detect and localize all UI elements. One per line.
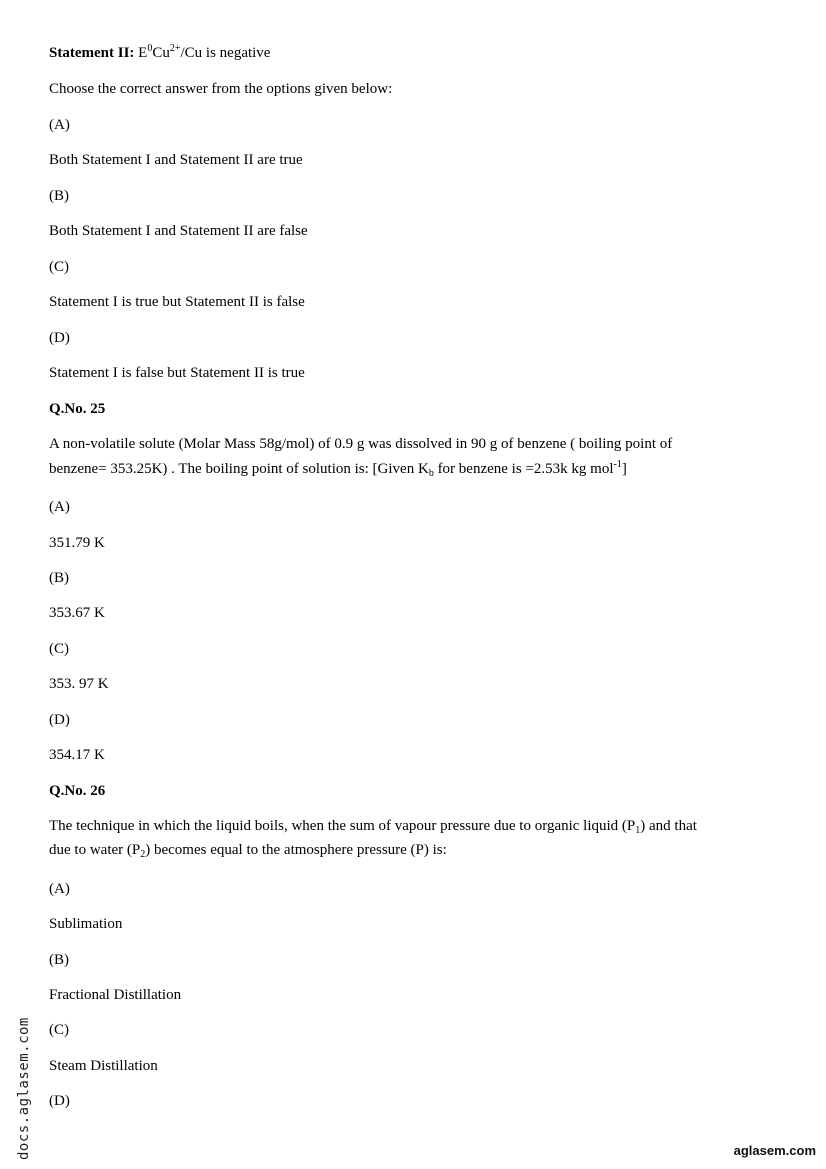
q26-line-1-part-b: ) and that [640,818,697,834]
q25-question-line-2 [49,460,627,478]
p2-subscript: 2 [140,849,146,860]
q26-question-line-2 [49,841,447,859]
q26-question-line-1 [49,817,697,835]
q24-option-c-letter: (C) [49,259,69,275]
q25-question-line-1: A non-volatile solute (Molar Mass 58g/mol) of 0.9 g was dissolved in 90 g of benzene ( boiling point of [49,436,673,452]
electrode-potential-symbol: E [138,45,148,61]
copper-symbol: Cu [152,45,170,61]
brand-watermark: aglasem.com [733,1143,816,1158]
q26-option-c-letter: (C) [49,1022,69,1038]
side-watermark: docs.aglasem.com [16,1017,32,1160]
q25-heading: Q.No. 25 [49,401,106,417]
q26-line-1-part-a: The technique in which the liquid boils, when the sum of vapour pressure due to organic liquid (P [49,818,636,834]
q24-option-c-text: Statement I is true but Statement II is false [49,294,305,310]
q25-line-2-part-b: for benzene is =2.53k kg mol [433,461,614,477]
q24-option-d-letter: (D) [49,330,70,346]
q26-option-d-letter: (D) [49,1093,70,1109]
q26-option-c-text: Steam Distillation [49,1058,158,1074]
q25-line-2-part-c: ] [621,461,627,477]
q24-option-a-text: Both Statement I and Statement II are true [49,152,303,168]
mol-exponent: -1 [613,459,622,470]
q24-option-b-letter: (B) [49,188,69,204]
q25-option-d-text: 354.17 K [49,747,105,763]
q25-option-c-text: 353. 97 K [49,676,109,692]
p1-subscript: 1 [635,825,641,836]
q26-option-a-letter: (A) [49,881,70,897]
q26-option-b-letter: (B) [49,952,69,968]
q24-option-a-letter: (A) [49,117,70,133]
q26-line-2-part-a: due to water (P [49,842,141,858]
q26-line-2-part-b: ) becomes equal to the atmosphere pressure (P) is: [145,842,447,858]
q24-option-b-text: Both Statement I and Statement II are false [49,223,308,239]
copper-charge: 2+ [169,43,181,54]
q26-option-a-text: Sublimation [49,916,123,932]
statement-2-text: /Cu is negative [180,45,271,61]
q24-option-d-text: Statement I is false but Statement II is true [49,365,305,381]
q25-option-a-letter: (A) [49,499,70,515]
q26-heading: Q.No. 26 [49,783,106,799]
q25-option-c-letter: (C) [49,641,69,657]
q25-option-b-text: 353.67 K [49,605,105,621]
standard-state-superscript: 0 [147,43,153,54]
q26-option-b-text: Fractional Distillation [49,987,182,1003]
statement-2 [49,44,270,62]
q25-option-d-letter: (D) [49,712,70,728]
instruction-text: Choose the correct answer from the options given below: [49,81,393,97]
q25-option-b-letter: (B) [49,570,69,586]
q25-line-2-part-a: benzene= 353.25K) . The boiling point of solution is: [Given K [49,461,429,477]
q25-option-a-text: 351.79 K [49,535,105,551]
kb-subscript: b [428,468,434,479]
statement-2-label: Statement II: [49,45,135,61]
